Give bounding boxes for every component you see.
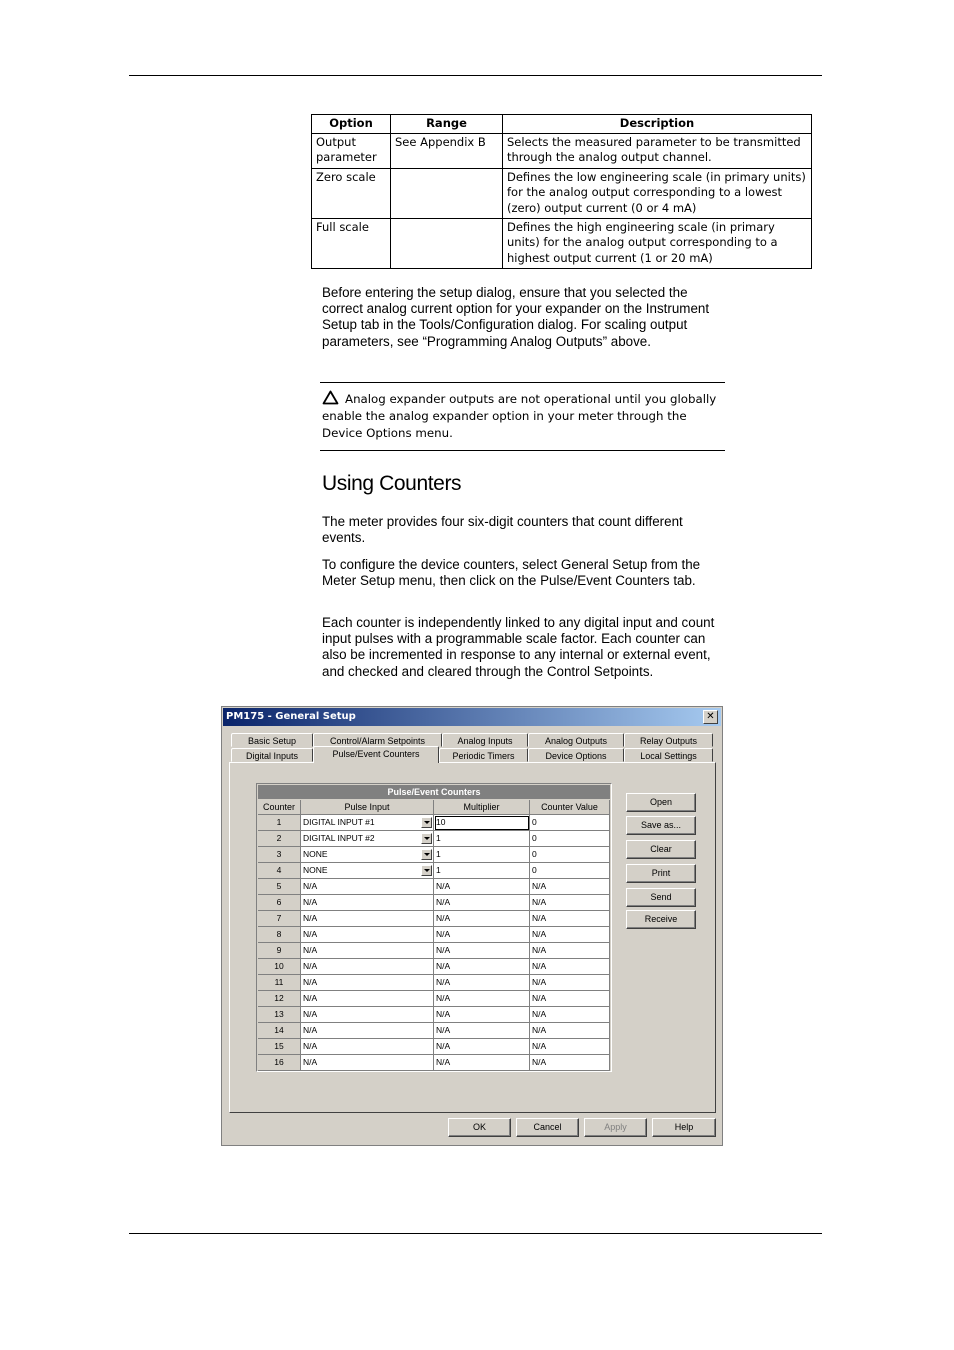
table-row (312, 133, 812, 168)
table-row (258, 879, 610, 895)
multiplier-cell: N/A (434, 927, 530, 943)
counter-number-cell: 16 (258, 1055, 301, 1071)
counter-value-cell: N/A (530, 1007, 610, 1023)
multiplier-cell: N/A (434, 1055, 530, 1071)
pulse-input-cell: N/A (301, 911, 434, 927)
counter-number-cell: 11 (258, 975, 301, 991)
col-header-counter: Counter (258, 800, 301, 815)
counter-value-cell: N/A (530, 959, 610, 975)
section-heading: Using Counters (322, 472, 462, 495)
option-cell: Full scale (312, 218, 391, 268)
counter-number-cell: 1 (258, 815, 301, 831)
multiplier-cell: N/A (434, 959, 530, 975)
open-button[interactable]: Open (626, 793, 696, 812)
pulse-input-cell: N/A (301, 1039, 434, 1055)
counter-value-cell: N/A (530, 911, 610, 927)
tab-pulse-event-counters[interactable]: Pulse/Event Counters (313, 746, 439, 763)
table-row (312, 218, 812, 268)
counter-number-cell: 12 (258, 991, 301, 1007)
multiplier-cell: N/A (434, 1039, 530, 1055)
description-cell: Selects the measured parameter to be transmitted through the analog output channel. (503, 133, 812, 168)
pulse-input-cell: N/A (301, 943, 434, 959)
paragraph: The meter provides four six-digit counters that count different events. (322, 514, 683, 546)
range-cell (391, 168, 503, 218)
multiplier-cell: N/A (434, 1007, 530, 1023)
print-button[interactable]: Print (626, 864, 696, 883)
tab-digital-inputs[interactable]: Digital Inputs (231, 748, 313, 762)
pulse-input-cell: N/A (301, 927, 434, 943)
col-header-multiplier: Multiplier (434, 800, 530, 815)
multiplier-cell[interactable]: 10 (434, 815, 530, 831)
counter-number-cell: 7 (258, 911, 301, 927)
table-row (258, 927, 610, 943)
col-header-option: Option (312, 115, 391, 134)
counter-number-cell: 3 (258, 847, 301, 863)
chevron-down-icon[interactable] (421, 849, 432, 860)
table-row (258, 815, 610, 831)
counter-number-cell: 2 (258, 831, 301, 847)
table-row (258, 1023, 610, 1039)
pulse-input-cell: N/A (301, 879, 434, 895)
counter-number-cell: 6 (258, 895, 301, 911)
table-row (258, 911, 610, 927)
table-row (258, 991, 610, 1007)
intro-paragraph: Before entering the setup dialog, ensure that you selected the correct analog current option for your expander on the Instrument Setup tab in the Tools/Configuration dialog. For scaling output parameters, see “Programming Analog Outputs” above. (322, 285, 710, 349)
tab-local-settings[interactable]: Local Settings (624, 748, 713, 762)
save-as-button[interactable]: Save as... (626, 816, 696, 835)
counter-value-cell: N/A (530, 1055, 610, 1071)
paragraph: Each counter is independently linked to any digital input and count input pulses with a programmable scale factor. Each counter can also be incremented in response to any internal or external event, and checked and cleared through the Control Setpoints. (322, 615, 715, 679)
range-cell: See Appendix B (391, 133, 503, 168)
pulse-input-cell: N/A (301, 895, 434, 911)
paragraph: To configure the device counters, select General Setup from the Meter Setup menu, then click on the Pulse/Event Counters tab. (322, 557, 701, 589)
option-cell: Output parameter (312, 133, 391, 168)
counter-value-cell: N/A (530, 975, 610, 991)
table-row (258, 831, 610, 847)
counter-value-cell: N/A (530, 879, 610, 895)
col-header-pulse-input: Pulse Input (301, 800, 434, 815)
col-header-counter-value: Counter Value (530, 800, 610, 815)
table-row (312, 168, 812, 218)
multiplier-cell: N/A (434, 991, 530, 1007)
multiplier-cell: N/A (434, 879, 530, 895)
tab-relay-outputs[interactable]: Relay Outputs (624, 733, 713, 747)
multiplier-cell: N/A (434, 943, 530, 959)
table-row (258, 847, 610, 863)
counter-number-cell: 15 (258, 1039, 301, 1055)
pulse-input-cell: N/A (301, 975, 434, 991)
pulse-input-cell[interactable]: NONE (301, 847, 434, 863)
counter-number-cell: 5 (258, 879, 301, 895)
pulse-input-cell: N/A (301, 1007, 434, 1023)
option-cell: Zero scale (312, 168, 391, 218)
apply-button[interactable]: Apply (584, 1118, 647, 1137)
description-cell: Defines the low engineering scale (in primary units) for the analog output corresponding to a lowest (zero) output current (0 or 4 mA) (503, 168, 812, 218)
table-row (258, 895, 610, 911)
close-icon[interactable]: ✕ (703, 710, 718, 724)
dialog-titlebar (223, 708, 721, 726)
counter-value-cell: N/A (530, 1023, 610, 1039)
receive-button[interactable]: Receive (626, 910, 696, 929)
tab-control-alarm-setpoints[interactable]: Control/Alarm Setpoints (313, 733, 442, 747)
counter-value-cell[interactable]: 0 (530, 847, 610, 863)
col-header-description: Description (503, 115, 812, 134)
tab-device-options[interactable]: Device Options (528, 748, 624, 762)
multiplier-cell[interactable]: 1 (434, 863, 530, 879)
counter-value-cell: N/A (530, 991, 610, 1007)
footer-rule (129, 1233, 822, 1234)
counter-number-cell: 13 (258, 1007, 301, 1023)
chevron-down-icon[interactable] (421, 817, 432, 828)
tab-periodic-timers[interactable]: Periodic Timers (439, 748, 528, 762)
options-table (311, 114, 812, 269)
counter-value-cell[interactable]: 0 (530, 863, 610, 879)
clear-button[interactable]: Clear (626, 840, 696, 859)
note-box (320, 382, 725, 451)
multiplier-cell: N/A (434, 895, 530, 911)
pulse-input-cell: N/A (301, 959, 434, 975)
dialog-title: PM175 - General Setup (226, 711, 356, 722)
counter-number-cell: 4 (258, 863, 301, 879)
chevron-down-icon[interactable] (421, 833, 432, 844)
table-row (258, 943, 610, 959)
counter-number-cell: 8 (258, 927, 301, 943)
cancel-button[interactable]: Cancel (516, 1118, 579, 1137)
warning-triangle-icon (322, 390, 339, 405)
pulse-input-cell[interactable]: NONE (301, 863, 434, 879)
pulse-input-cell: N/A (301, 1055, 434, 1071)
description-cell: Defines the high engineering scale (in primary units) for the analog output corresponding to a highest output current (1 or 20 mA) (503, 218, 812, 268)
counter-number-cell: 14 (258, 1023, 301, 1039)
send-button[interactable]: Send (626, 888, 696, 907)
tab-analog-outputs[interactable]: Analog Outputs (528, 733, 624, 747)
counter-number-cell: 9 (258, 943, 301, 959)
multiplier-cell: N/A (434, 975, 530, 991)
table-row (258, 1039, 610, 1055)
tab-analog-inputs[interactable]: Analog Inputs (442, 733, 528, 747)
table-row (258, 1055, 610, 1071)
table-row (258, 975, 610, 991)
col-header-range: Range (391, 115, 503, 134)
multiplier-cell: N/A (434, 1023, 530, 1039)
pulse-input-cell: N/A (301, 991, 434, 1007)
counter-value-cell[interactable]: 0 (530, 831, 610, 847)
grid-title: Pulse/Event Counters (258, 785, 610, 799)
pulse-input-cell[interactable]: DIGITAL INPUT #1 (301, 815, 434, 831)
note-text: Analog expander outputs are not operational until you globally enable the analog expander option in your meter through the Device Options menu. (322, 392, 717, 440)
counter-value-cell[interactable]: 0 (530, 815, 610, 831)
help-button[interactable]: Help (652, 1118, 716, 1137)
pulse-input-cell[interactable]: DIGITAL INPUT #2 (301, 831, 434, 847)
header-rule (129, 75, 822, 76)
counter-number-cell: 10 (258, 959, 301, 975)
multiplier-cell[interactable]: 1 (434, 847, 530, 863)
table-row (258, 1007, 610, 1023)
table-row (258, 863, 610, 879)
table-row (258, 959, 610, 975)
range-cell (391, 218, 503, 268)
counter-value-cell: N/A (530, 943, 610, 959)
tab-basic-setup[interactable]: Basic Setup (231, 733, 313, 747)
multiplier-cell: N/A (434, 911, 530, 927)
chevron-down-icon[interactable] (421, 865, 432, 876)
ok-button[interactable]: OK (448, 1118, 511, 1137)
counters-grid (256, 783, 612, 1072)
counter-value-cell: N/A (530, 895, 610, 911)
counter-value-cell: N/A (530, 1039, 610, 1055)
counter-value-cell: N/A (530, 927, 610, 943)
pulse-input-cell: N/A (301, 1023, 434, 1039)
multiplier-cell[interactable]: 1 (434, 831, 530, 847)
